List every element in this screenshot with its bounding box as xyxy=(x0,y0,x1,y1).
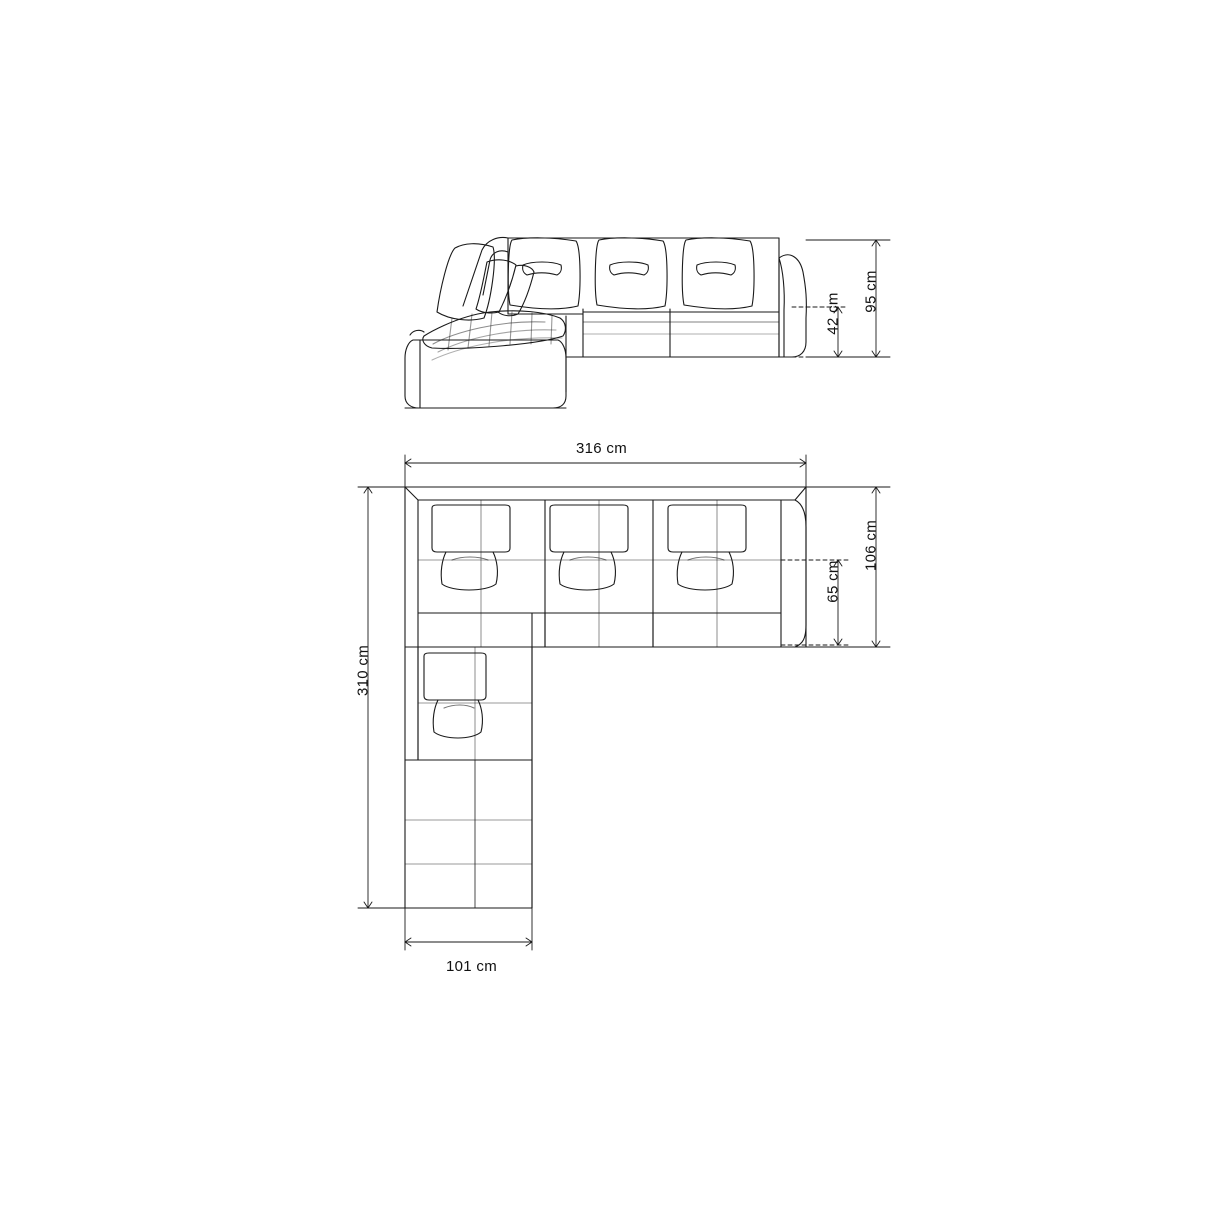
dimension-label-module-depth: 106 cm xyxy=(862,520,880,571)
dimension-label-front-height: 95 cm xyxy=(862,270,880,313)
front-elevation-view xyxy=(405,238,806,409)
top-plan-view xyxy=(405,487,806,908)
dimension-label-seat-height: 42 cm xyxy=(824,292,842,335)
dimension-label-chaise-width: 101 cm xyxy=(446,958,497,975)
dimension-label-total-depth: 310 cm xyxy=(354,645,372,696)
dimension-label-seat-depth: 65 cm xyxy=(824,560,842,603)
dimension-label-total-width: 316 cm xyxy=(576,440,627,457)
